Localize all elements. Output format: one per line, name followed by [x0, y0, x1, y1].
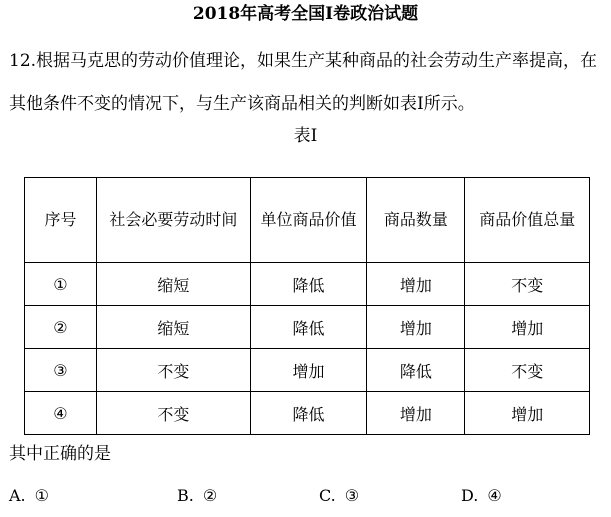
- question-text: 12.根据马克思的劳动价值理论，如果生产某种商品的社会劳动生产率提高，在其他条件不变的情况下，与生产该商品相关的判断如表Ⅰ所示。: [9, 51, 598, 114]
- table-cell: 降低: [250, 306, 366, 349]
- option-d[interactable]: [461, 486, 502, 506]
- table-row: [25, 349, 590, 392]
- table-cell: ④: [25, 392, 97, 435]
- table-cell: 增加: [465, 392, 590, 435]
- table-cell: 缩短: [96, 263, 250, 306]
- option-letter: B.: [177, 486, 194, 505]
- header-total-value: 商品价值总量: [465, 178, 590, 263]
- header-index: 序号: [25, 178, 97, 263]
- table-cell: 降低: [250, 392, 366, 435]
- table-cell: 增加: [367, 306, 465, 349]
- table-cell: 不变: [465, 263, 590, 306]
- option-value: ④: [487, 486, 502, 505]
- table-row: [25, 263, 590, 306]
- page-title: 2018年高考全国Ⅰ卷政治试题: [192, 4, 419, 24]
- table-cell: 增加: [250, 349, 366, 392]
- header-quantity: 商品数量: [367, 178, 465, 263]
- table-cell: 不变: [465, 349, 590, 392]
- table-row: [25, 306, 590, 349]
- option-a[interactable]: [9, 486, 49, 506]
- option-letter: A.: [9, 486, 26, 505]
- header-unit-value: 单位商品价值: [250, 178, 366, 263]
- table-cell: ③: [25, 349, 97, 392]
- table-cell: 增加: [465, 306, 590, 349]
- table-cell: 缩短: [96, 306, 250, 349]
- table-caption: 表Ⅰ: [293, 126, 318, 146]
- table-cell: ②: [25, 306, 97, 349]
- table-cell: ①: [25, 263, 97, 306]
- option-value: ②: [202, 486, 218, 505]
- table-cell: 增加: [367, 392, 465, 435]
- table-header-row: [25, 178, 590, 263]
- table-cell: 降低: [250, 263, 366, 306]
- option-letter: C.: [319, 486, 336, 505]
- option-value: ①: [34, 486, 49, 505]
- answer-prompt: 其中正确的是: [9, 444, 111, 464]
- option-c[interactable]: [319, 486, 359, 506]
- table-cell: 增加: [367, 263, 465, 306]
- table-cell: 不变: [96, 349, 250, 392]
- option-value: ③: [344, 486, 360, 505]
- header-labor-time: 社会必要劳动时间: [96, 178, 250, 263]
- judgment-table: [24, 177, 590, 435]
- answer-options: [9, 486, 607, 508]
- option-b[interactable]: [177, 486, 217, 506]
- table-cell: 不变: [96, 392, 250, 435]
- table-cell: 降低: [367, 349, 465, 392]
- option-letter: D.: [461, 486, 479, 505]
- table-row: [25, 392, 590, 435]
